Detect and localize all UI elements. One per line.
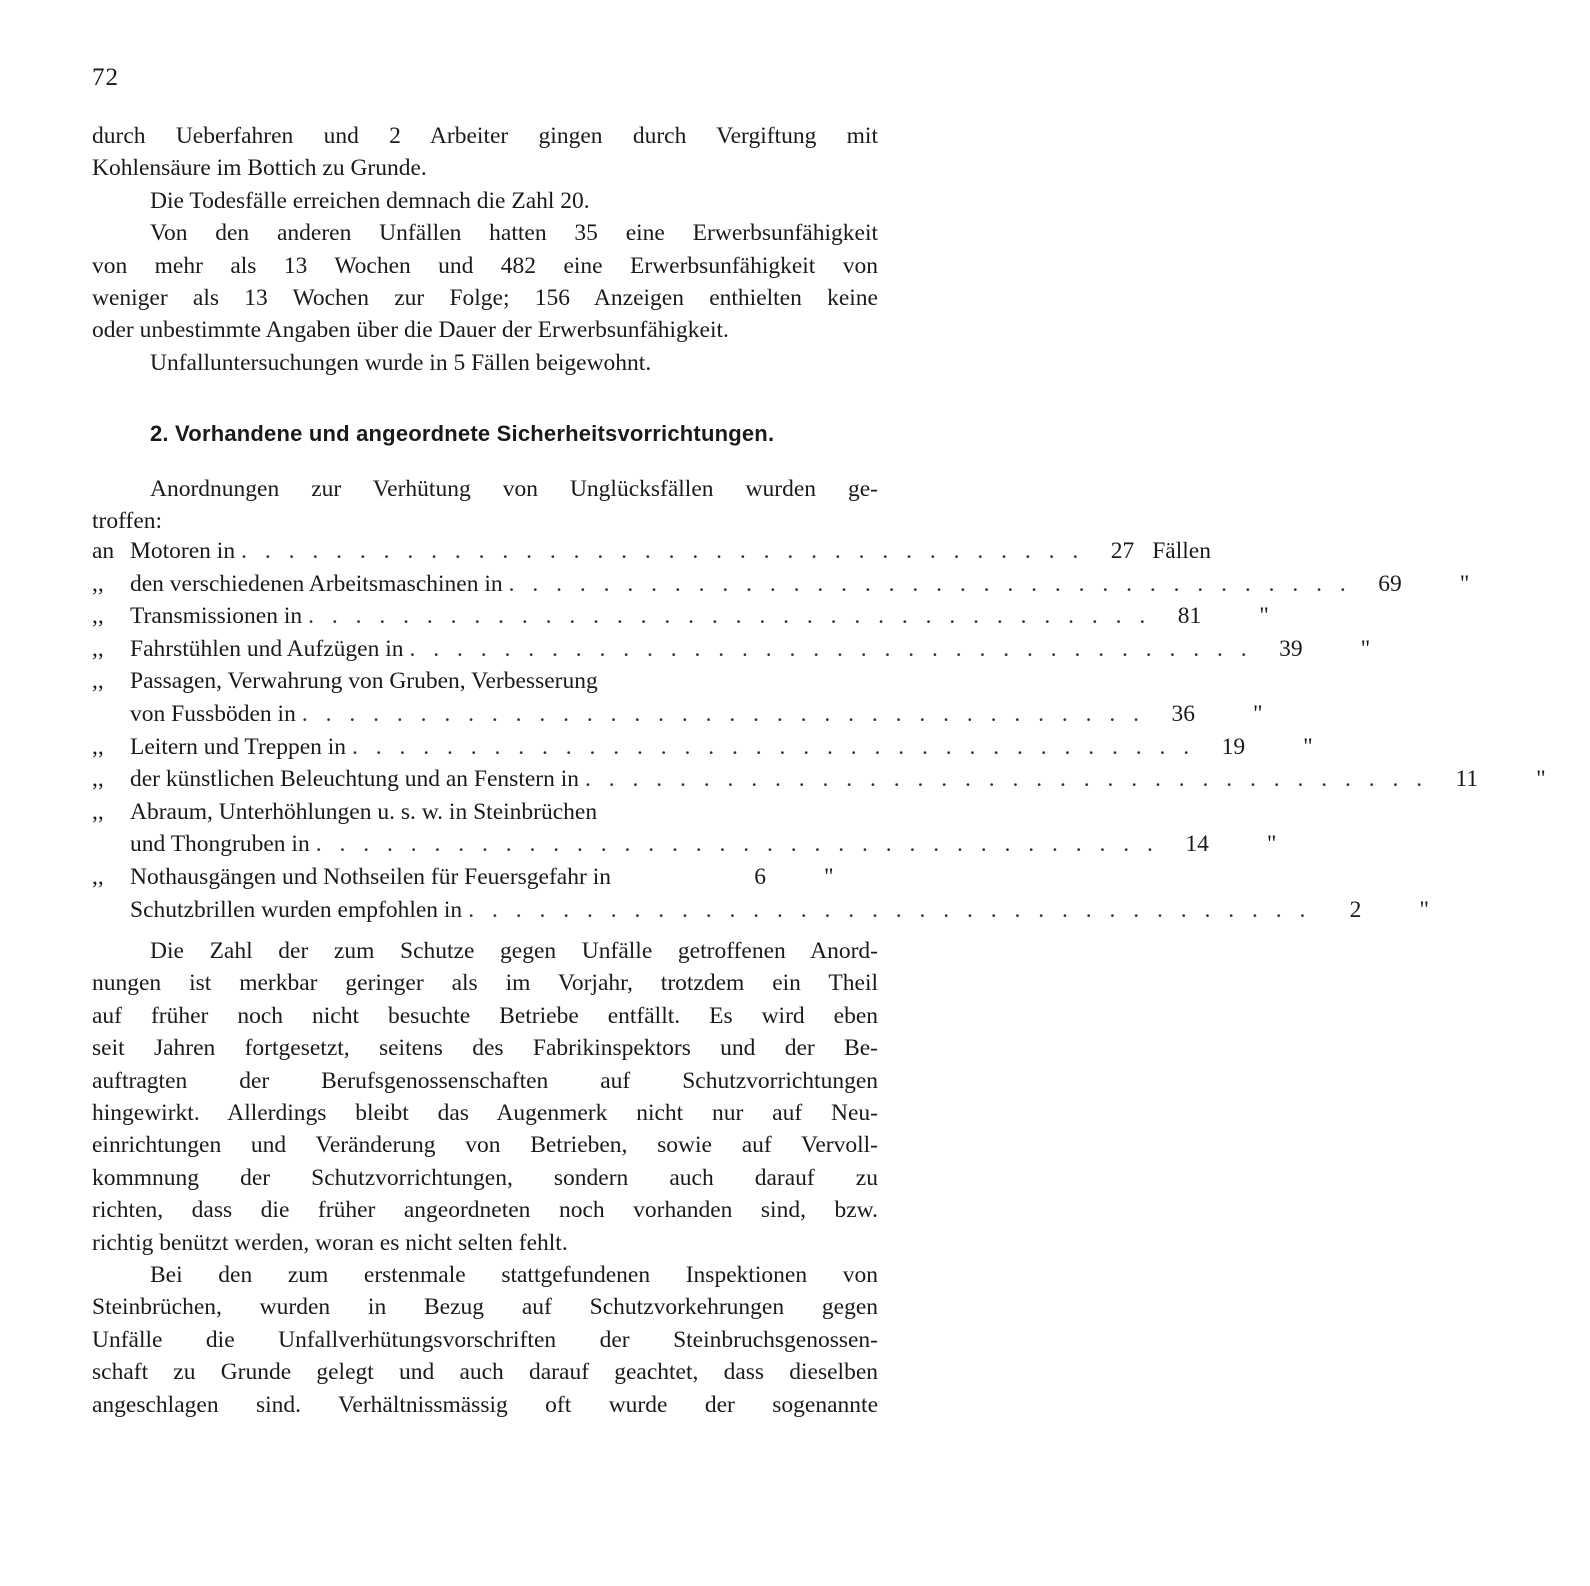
text-line: weniger als 13 Wochen zur Folge; 156 Anzeigen enthielten keine	[92, 285, 878, 312]
row-unit: "	[1536, 766, 1546, 793]
section-intro	[92, 473, 878, 538]
row-label: und Thongruben in	[130, 831, 310, 858]
text-line: Anordnungen zur Verhütung von Unglücksfällen wurden ge-	[150, 476, 878, 502]
row-value: 2	[1349, 896, 1362, 923]
list-item	[92, 799, 878, 832]
row-label: Passagen, Verwahrung von Gruben, Verbesserung	[130, 668, 598, 695]
list-item	[92, 635, 1371, 669]
row-value: 19	[1221, 733, 1246, 760]
row-value: 39	[1279, 635, 1303, 662]
row-prefix: an	[92, 538, 115, 564]
row-label: den verschiedenen Arbeitsmaschinen in	[130, 570, 503, 597]
row-unit: Fällen	[1152, 538, 1211, 564]
text-line: richten, dass die früher angeordneten noch vorhanden sind, bzw.	[92, 1197, 878, 1224]
dot-leader: . . . . . . . . . . . . . . . . . . . . . . . . . . . . . . . . . . . .	[315, 831, 1159, 858]
row-unit: "	[1459, 570, 1470, 597]
row-label: Schutzbrillen wurden empfohlen in	[130, 896, 463, 923]
dot-leader: . . . . . . . . . . . . . . . . . . . . . . . . . . . . . . . . . . . .	[352, 733, 1196, 760]
text-line: Unfälle die Unfallverhütungsvorschriften der Steinbruchsgenossen-	[92, 1326, 878, 1353]
list-item	[92, 538, 1211, 571]
dot-leader: . . . . . . . . . . . . . . . . . . . . . . . . . . . . . . . . . . . .	[468, 896, 1312, 923]
row-label: Fahrstühlen und Aufzügen in	[130, 635, 404, 662]
row-prefix: ,,	[92, 863, 104, 890]
text-line: von mehr als 13 Wochen und 482 eine Erwerbsunfähigkeit von	[92, 252, 878, 279]
text-line: kommnung der Schutzvorrichtungen, sondern auch darauf zu	[92, 1164, 878, 1191]
text-line: oder unbestimmte Angaben über die Dauer der Erwerbsunfähigkeit.	[92, 317, 729, 344]
text-line: Von den anderen Unfällen hatten 35 eine Erwerbsunfähigkeit	[150, 220, 878, 247]
row-unit: "	[1252, 700, 1263, 727]
row-prefix: ,,	[92, 733, 104, 760]
row-unit: "	[1266, 831, 1277, 858]
row-unit: "	[1303, 733, 1313, 760]
top-text	[92, 120, 878, 379]
text-line: auftragten der Berufsgenossenschaften auf Schutzvorrichtungen	[92, 1067, 878, 1094]
dot-leader: . . . . . . . . . . . . . . . . . . . . . . . . . . . . . . . . . . . .	[308, 603, 1152, 630]
list-item	[92, 733, 1313, 767]
list-item-continuation	[92, 831, 1277, 864]
row-label: von Fussböden in	[130, 700, 296, 727]
row-value: 11	[1455, 766, 1479, 793]
row-value: 6	[754, 863, 766, 890]
row-label: der künstlichen Beleuchtung und an Fenstern in	[130, 766, 580, 793]
list-item	[92, 864, 878, 897]
list-item	[92, 896, 1429, 930]
text-line: Die Zahl der zum Schutze gegen Unfälle getroffenen Anord-	[150, 938, 878, 964]
text-line: seit Jahren fortgesetzt, seitens des Fabrikinspektors und der Be-	[92, 1035, 878, 1062]
text-line: Unfalluntersuchungen wurde in 5 Fällen beigewohnt.	[150, 349, 652, 376]
text-line: richtig benützt werden, woran es nicht selten fehlt.	[92, 1229, 568, 1256]
text-line: durch Ueberfahren und 2 Arbeiter gingen durch Vergiftung mit	[92, 123, 878, 149]
row-label: Motoren in	[130, 538, 236, 564]
list-item	[92, 570, 1470, 604]
text-line: Kohlensäure im Bottich zu Grunde.	[92, 155, 427, 182]
row-unit: "	[1259, 603, 1269, 630]
text-line: nungen ist merkbar geringer als im Vorjahr, trotzdem ein Theil	[92, 970, 878, 997]
bottom-text	[92, 935, 878, 1421]
row-label: Leitern und Treppen in	[130, 733, 347, 760]
text-line: schaft zu Grunde gelegt und auch darauf geachtet, dass dieselben	[92, 1359, 878, 1386]
measures-list	[92, 538, 1546, 929]
list-item	[92, 766, 1546, 799]
dot-leader: . . . . . . . . . . . . . . . . . . . . . . . . . . . . . . . . . . . .	[301, 700, 1145, 727]
row-prefix: ,,	[92, 668, 104, 695]
row-prefix: ,,	[92, 766, 104, 793]
text-line: Die Todesfälle erreichen demnach die Zahl 20.	[150, 187, 590, 214]
row-unit: "	[824, 863, 834, 890]
row-unit: "	[1419, 896, 1429, 923]
list-item	[92, 603, 1269, 636]
text-line: auf früher noch nicht besuchte Betriebe entfällt. Es wird eben	[92, 1002, 878, 1029]
row-value: 14	[1185, 831, 1209, 858]
text-line: hingewirkt. Allerdings bleibt das Augenmerk nicht nur auf Neu-	[92, 1100, 878, 1127]
row-prefix: ,,	[92, 798, 104, 825]
row-prefix: ,,	[92, 603, 104, 630]
section-heading: 2. Vorhandene und angeordnete Sicherheitsvorrichtungen.	[150, 421, 775, 446]
row-unit: "	[1360, 635, 1371, 662]
list-item-continuation	[92, 700, 1263, 734]
dot-leader: . . . . . . . . . . . . . . . . . . . . . . . . . . . . . . . . . . . .	[508, 570, 1352, 597]
text-line: Steinbrüchen, wurden in Bezug auf Schutzvorkehrungen gegen	[92, 1294, 878, 1321]
page-number: 72	[92, 64, 119, 91]
row-value: 27	[1110, 538, 1135, 564]
row-value: 69	[1378, 570, 1402, 597]
dot-leader: . . . . . . . . . . . . . . . . . . . . . . . . . . . . . . . . . . . .	[241, 538, 1085, 564]
row-label: Abraum, Unterhöhlungen u. s. w. in Steinbrüchen	[130, 798, 598, 825]
text-line: einrichtungen und Veränderung von Betrieben, sowie auf Vervoll-	[92, 1132, 878, 1159]
text-line: Bei den zum erstenmale stattgefundenen Inspektionen von	[150, 1262, 878, 1289]
row-value: 81	[1177, 603, 1202, 630]
row-prefix: ,,	[92, 570, 104, 597]
dot-leader: . . . . . . . . . . . . . . . . . . . . . . . . . . . . . . . . . . . .	[585, 766, 1429, 793]
row-prefix: ,,	[92, 635, 104, 662]
row-label: Nothausgängen und Nothseilen für Feuersgefahr in	[130, 863, 611, 890]
list-item	[92, 668, 878, 701]
row-value: 36	[1171, 700, 1195, 727]
text-line: angeschlagen sind. Verhältnissmässig oft wurde der sogenannte	[92, 1391, 878, 1418]
dot-leader: . . . . . . . . . . . . . . . . . . . . . . . . . . . . . . . . . . . .	[409, 635, 1253, 662]
text-line: troffen:	[92, 508, 163, 535]
row-label: Transmissionen in	[130, 603, 303, 630]
